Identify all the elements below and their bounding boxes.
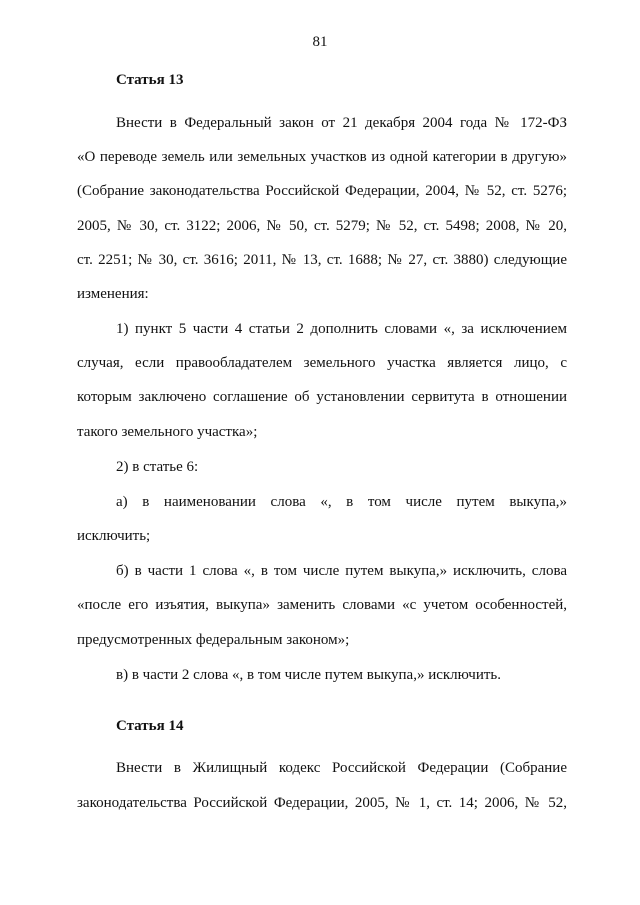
article-13-line: Внести в Федеральный закон от 21 декабря 2004 года № 172-ФЗ <box>116 115 567 131</box>
article-13-line: (Собрание законодательства Российской Федерации, 2004, № 52, ст. 5276; <box>77 183 567 199</box>
article-13-line: исключить; <box>77 528 151 544</box>
article-13-line: 2005, № 30, ст. 3122; 2006, № 50, ст. 5279; № 52, ст. 5498; 2008, № 20, <box>77 218 567 234</box>
article-13-line: 2) в статье 6: <box>116 459 199 475</box>
article-13-line: 1) пункт 5 части 4 статьи 2 дополнить словами «, за исключением <box>116 321 567 337</box>
article-13-heading: Статья 13 <box>116 72 184 88</box>
article-13-line: б) в части 1 слова «, в том числе путем выкупа,» исключить, слова <box>116 563 567 579</box>
article-14-heading: Статья 14 <box>116 718 184 734</box>
article-13-line: такого земельного участка»; <box>77 424 258 440</box>
article-13-line: предусмотренных федеральным законом»; <box>77 632 350 648</box>
article-13-line: «О переводе земель или земельных участков из одной категории в другую» <box>77 149 567 165</box>
article-14-line: законодательства Российской Федерации, 2005, № 1, ст. 14; 2006, № 52, <box>77 795 567 811</box>
article-13-line: в) в части 2 слова «, в том числе путем выкупа,» исключить. <box>116 667 502 683</box>
article-13-line: случая, если правообладателем земельного участка является лицо, с <box>77 355 567 371</box>
article-14-line: Внести в Жилищный кодекс Российской Федерации (Собрание <box>116 760 567 776</box>
article-13-line: которым заключено соглашение об установлении сервитута в отношении <box>77 389 567 405</box>
article-13-line: ст. 2251; № 30, ст. 3616; 2011, № 13, ст. 1688; № 27, ст. 3880) следующие <box>77 252 567 268</box>
article-13-line: «после его изъятия, выкупа» заменить словами «с учетом особенностей, <box>77 597 567 613</box>
page-number: 81 <box>312 34 328 50</box>
article-13-line: а) в наименовании слова «, в том числе путем выкупа,» <box>116 494 567 510</box>
article-13-line: изменения: <box>77 286 149 302</box>
